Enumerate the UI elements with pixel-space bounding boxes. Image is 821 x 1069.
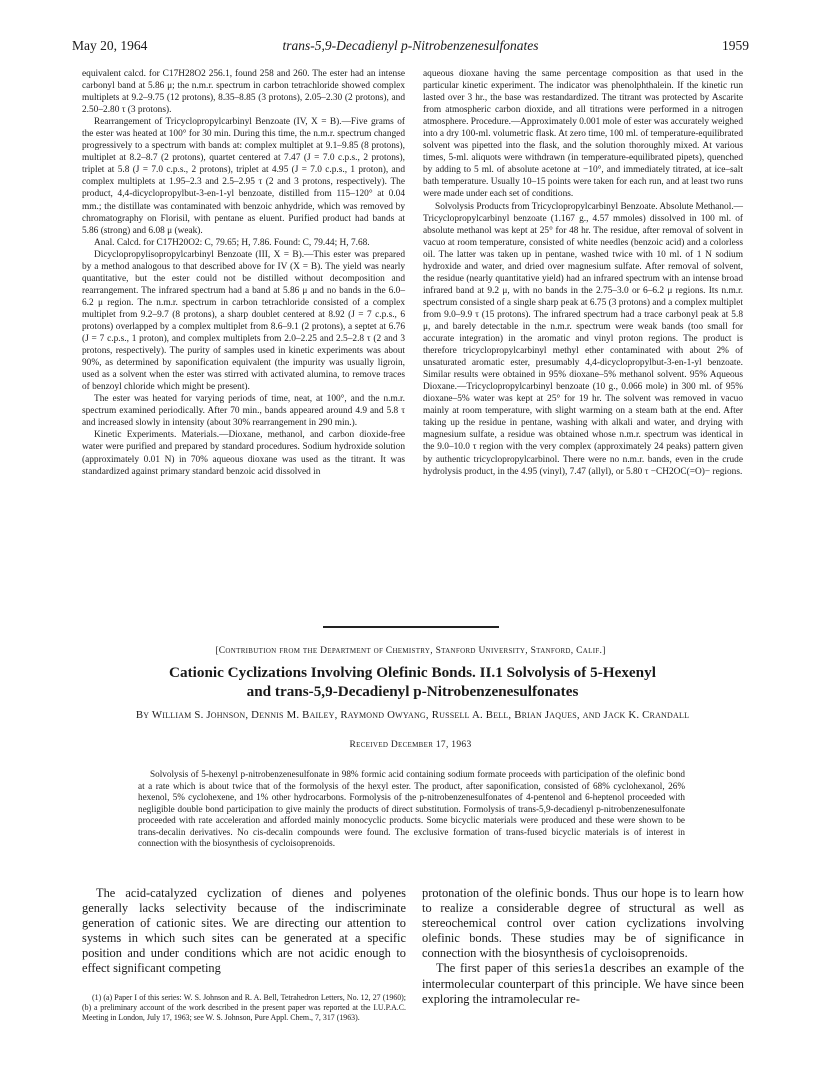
paragraph: Dicyclopropylisopropylcarbinyl Benzoate (III, X = B).—This ester was prepared by a method analogous to that described above for IV (X = B). The yield was nearly quantitative, but the ester could not be distilled without decomposition and rearrangement. The infrared spectrum had a band at 5.86 μ and no bands in the 6.0–6.2 μ region. The n.m.r. spectrum in carbon tetrachloride consisted of a complex multiplet from 9.2–9.7 (8 protons), a sharp doublet centered at 8.92 (J = 7 c.p.s., 6 protons) overlapped by a complex multiplet from 8.6–9.1 (2 protons), a septet at 6.76 (J = 7 c.p.s., 1 proton), and complex multiplets from 2.0–2.25 and 2.5–2.8 τ (2 and 3 protons, respectively). The purity of samples used in kinetic experiments was about 90%, as determined by saponification equivalent (the impurity was usually ligroin, used as a solvent when the ester was stirred with activated alumina, to remove traces of benzoyl chloride which might be present). — [82, 249, 405, 393]
paragraph: The ester was heated for varying periods of time, neat, at 100°, and the n.m.r. spectrum examined periodically. After 70 min., bands appeared around 4.9 and 5.8 τ and increased slowly in intensity (about 30% rearrangement in 290 min.). — [82, 394, 405, 429]
abstract-text: Solvolysis of 5-hexenyl p-nitrobenzenesulfonate in 98% formic acid containing sodium formate proceeds with participation of the olefinic bond at a rate which is about twice that of the formolysis of the hexyl ester. The product, after saponification, consisted of 68% cyclohexanol, 26% hexenol, 5% cyclohexene, and 1% other hydrocarbons. Formolysis of the p-nitrobenzenesulfonates of 4-pentenol and 6-heptenol proceeded with negligible double bond participation to give mainly the products of direct substitution. Formolysis of trans-5,9-decadienyl p-nitrobenzenesulfonate proceeded with rate acceleration and afforded mainly monocyclic products. Some bicyclic materials were produced and these were shown to be trans-decalin derivatives. No cis-decalin compounds were found. The exclusive formation of trans-fused bicyclic materials is of interest in connection with the biosynthesis of cycloisoprenoids. — [138, 769, 685, 849]
section-divider — [323, 626, 499, 628]
footnote — [82, 993, 406, 1023]
paragraph: protonation of the olefinic bonds. Thus our hope is to learn how to realize a considerable degree of structural as well as stereochemical control over cation cyclizations involving olefinic bonds. These studies may be of significance in connection with the biosynthesis of cycloisoprenoids. — [422, 886, 744, 961]
experimental-left-column — [82, 68, 405, 478]
paragraph: The acid-catalyzed cyclization of dienes and polyenes generally lacks selectivity because of the indiscriminate generation of cationic sites. We are directing our attention to systems in which such sites can be generated at a specific position and under conditions which are not acidic enough to effect significant competing — [82, 886, 406, 976]
title-line: and trans-5,9-Decadienyl p-Nitrobenzenesulfonates — [246, 682, 579, 700]
paragraph: equivalent calcd. for C17H28O2 256.1, found 258 and 260. The ester had an intense carbonyl band at 5.86 μ; the n.m.r. spectrum in carbon tetrachloride showed complex multiplets at 9.2–9.75 (12 protons), 8.35–8.85 (3 protons), 2.05–2.30 (2 protons), and 2.50–2.80 τ (3 protons). — [82, 69, 405, 116]
paragraph: Anal. Calcd. for C17H20O2: C, 79.65; H, 7.86. Found: C, 79.44; H, 7.68. — [94, 237, 370, 248]
intro-right-column — [422, 886, 744, 1007]
received-date: Received December 17, 1963 — [349, 740, 472, 750]
experimental-right-column — [423, 68, 743, 478]
footnote-text: (1) (a) Paper I of this series: W. S. Johnson and R. A. Bell, Tetrahedron Letters, No. 12, 27 (1960); (b) a preliminary account of the work described in the present paper was reported at the I.U.P.A.C. Meeting in London, July 17, 1963; see W. S. Johnson, Pure Appl. Chem., 7, 317 (1963). — [82, 993, 406, 1023]
abstract — [138, 769, 685, 850]
header-running-title: trans-5,9-Decadienyl p-Nitrobenzenesulfonates — [282, 38, 539, 53]
author-list: By William S. Johnson, Dennis M. Bailey, Raymond Owyang, Russell A. Bell, Brian Jaques, and Jack K. Crandall — [135, 709, 690, 721]
title-line: Cationic Cyclizations Involving Olefinic Bonds. II.1 Solvolysis of 5-Hexenyl — [169, 664, 656, 681]
paragraph: Rearrangement of Tricyclopropylcarbinyl Benzoate (IV, X = B).—Five grams of the ester was heated at 100° for 30 min. During this time, the n.m.r. spectrum changed progressively to a spectrum with bands at: complex multiplet at 9.1–9.85 (8 protons), multiplet at 8.2–8.7 (2 protons), quartet centered at 7.47 (J = 7.0 c.p.s., 2 protons), triplet at 5.8 (J = 7.0 c.p.s., 2 protons), triplet at 4.95 (J = 7.0 c.p.s., 1 proton), and complex multiplets at 1.95–2.3 and 2.5–2.95 τ (2 and 3 protons, respectively). The product, 4,4-dicyclopropylbut-3-en-1-yl benzoate, distilled from 115–120° at 0.04 mm.; the distillate was contaminated with benzoic anhydride, which was removed by chromatography on Florisil, with pentane as eluent. Purified product had bands at 5.86 (strong) and 6.08 μ (weak). — [82, 117, 405, 236]
contribution-line: [Contribution from the Department of Chemistry, Stanford University, Stanford, Calif.] — [215, 646, 606, 656]
header-date: May 20, 1964 — [72, 38, 148, 53]
article-title — [80, 664, 745, 701]
paragraph: Solvolysis Products from Tricyclopropylcarbinyl Benzoate. Absolute Methanol.—Tricyclopropylcarbinyl benzoate (1.167 g., 4.57 mmoles) dissolved in 100 ml. of absolute methanol was kept at 25° for 48 hr. The residue, after removal of solvent in vacuo at room temperature, consisted of white needles (benzoic acid) and a colorless oil. The latter was taken up in pentane, washed twice with 10 ml. of 1 N sodium hydroxide and water, and dried over magnesium sulfate. After removal of solvent, the residue (nearly quantitative yield) had an infrared spectrum with an intense broad infrared band at 9.2 μ, with no bands in the 2.75–3.0 or 6–6.2 μ regions. Its n.m.r. spectrum consisted of a single sharp peak at 6.75 (3 protons) and a complex multiplet from 9.0–9.9 τ (15 protons). The infrared spectrum had a trace carbonyl peak at 5.8 μ, and barely detectable in the n.m.r. spectrum were weak bands (too small for accurate integration) in the aromatic and vinyl proton regions. The product is therefore tricyclopropylcarbinyl methyl ether contaminated with about 2% of unsaturated aromatic ester, presumably 4,4-dicyclopropylbut-3-en-1-yl benzoate. Similar results were obtained in 95% dioxane–5% methanol solvent. 95% Aqueous Dioxane.—Tricyclopropylcarbinyl benzoate (10 g., 0.066 mole) in 300 ml. of 95% dioxane–5% water was kept at 25° for 19 hr. The solvent was removed in vacuo mainly at room temperature, with slight warming on a steam bath at the end. After taking up the residue in pentane, washing with alkali and water, and drying with magnesium sulfate, a residue was obtained whose n.m.r. spectrum was identical in the 9.0–10.0 τ region with the very complex (approximately 24 peaks) pattern given by authentic tricyclopropylcarbinol. There were no n.m.r. bands, even in the crude hydrolysis product, in the 4.95 (vinyl), 7.47 (allyl), or 5.80 τ −CH2OC(=O)− regions. — [423, 201, 743, 477]
paragraph: Kinetic Experiments. Materials.—Dioxane, methanol, and carbon dioxide-free water were purified and prepared by standard procedures. Sodium hydroxide solution (approximately 0.01 N) in 70% aqueous dioxane was used as the titrant. It was standardized against primary standard benzoic acid dissolved in — [82, 430, 405, 477]
header-page-number: 1959 — [722, 38, 749, 53]
page-header — [72, 38, 749, 56]
paragraph: aqueous dioxane having the same percentage composition as that used in the particular kinetic experiment. The indicator was phenolphthalein. If the kinetic run lasted over 3 hr., the base was restandardized. The titrant was protected by Ascarite from atmospheric carbon dioxide, and all titrations were performed in a nitrogen atmosphere. Procedure.—Approximately 0.001 mole of ester was accurately weighed into a dry 100-ml. volumetric flask. At zero time, 100 ml. of temperature-equilibrated solvent was pipetted into the flask, and the solution thoroughly mixed. At various times, 5-ml. aliquots were withdrawn (in temperature-equilibrated pipets), quenched by adding to 5 ml. of absolute acetone at −10°, and immediately titrated, at ice–salt bath temperature. Usually 10–15 points were taken for each run, and at least two runs were made under each set of conditions. — [423, 69, 743, 200]
paragraph: The first paper of this series1a describes an example of the intermolecular counterpart of this principle. We have since been exploring the intramolecular re- — [422, 961, 744, 1006]
intro-left-column — [82, 886, 406, 977]
